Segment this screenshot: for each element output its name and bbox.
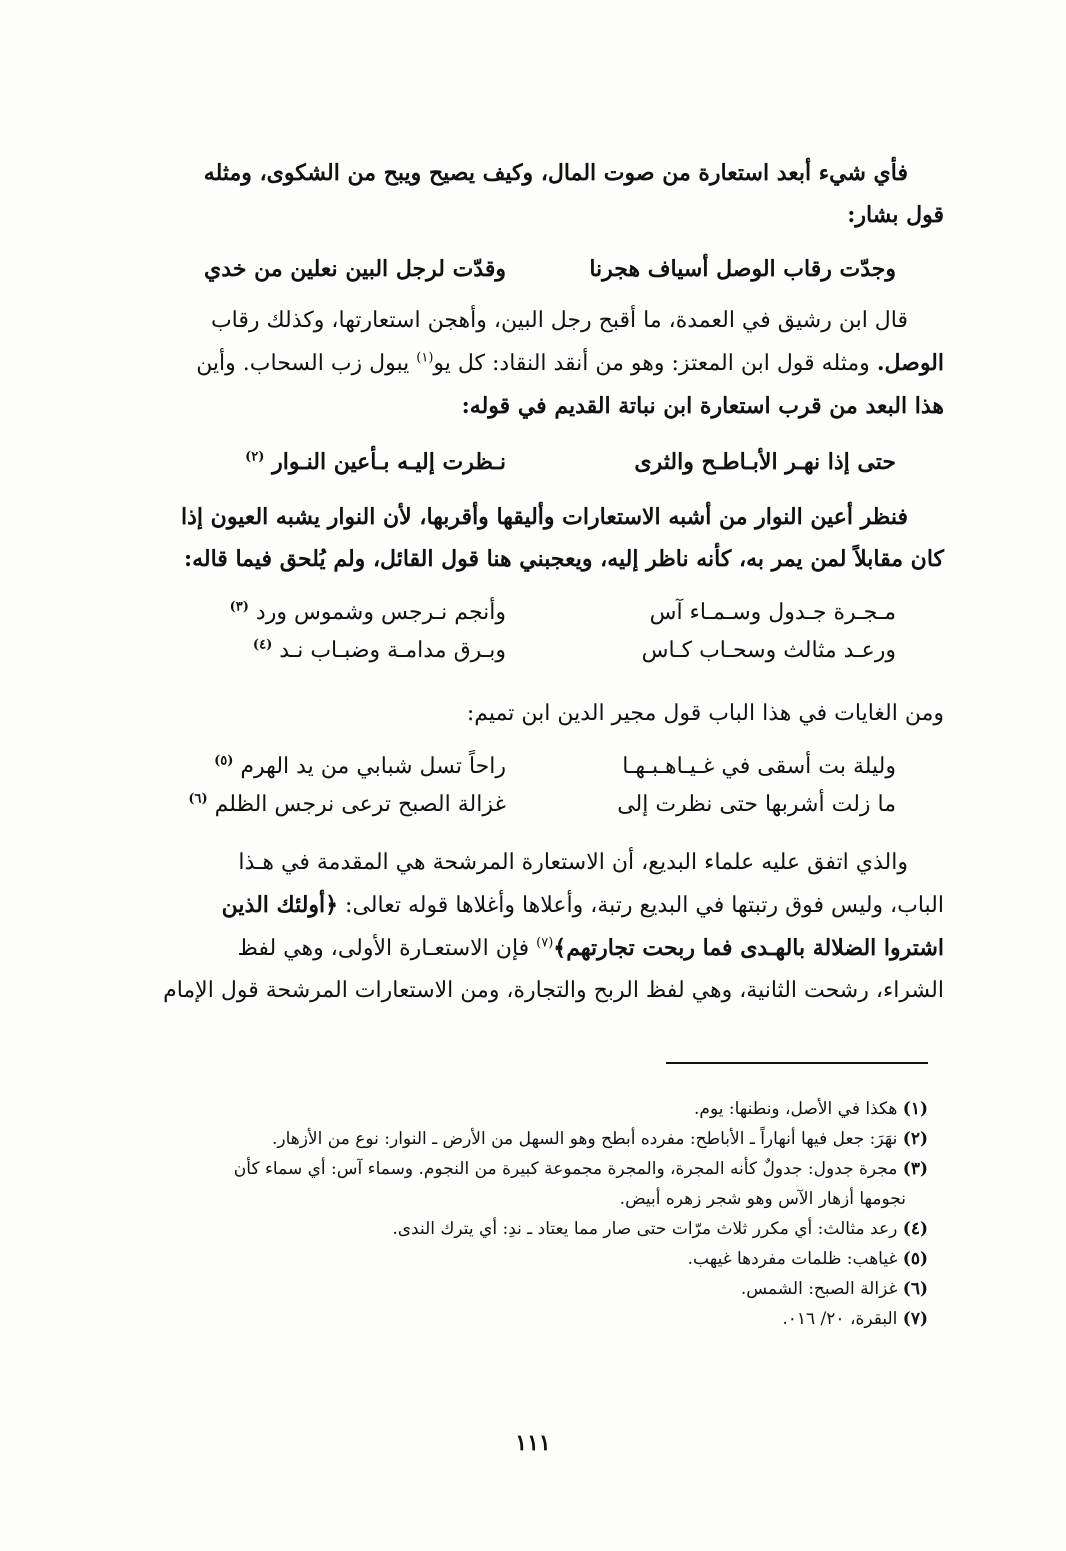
verse-left-hemistich xyxy=(176,594,506,632)
footnote-number: (٣) xyxy=(902,1159,928,1179)
footnote-marker-5: (٥) xyxy=(214,753,234,769)
paragraph-2-line-2 xyxy=(122,342,944,385)
footnote-number: (٧) xyxy=(902,1309,928,1329)
verse-left-hemistich xyxy=(176,786,506,824)
footnote-marker-2: (٢) xyxy=(245,449,265,465)
footnote-4 xyxy=(138,1214,928,1244)
verse-line xyxy=(176,786,896,824)
paragraph-1 xyxy=(122,152,944,236)
paragraph-5 xyxy=(122,842,944,1012)
quran-quote-start: ﴿أولئك الذين xyxy=(221,892,339,918)
footnote-text: نهَرَ: جعل فيها أنهاراً ـ الأباطح: مفرده أبطح وهو السهل من الأرض ـ النوار: نوع من الأزهار. xyxy=(271,1129,903,1149)
footnote-text: غياهب: ظلمات مفردها غيهب. xyxy=(687,1249,903,1269)
paragraph-2-text-cont: يبول زب السحاب. وأين xyxy=(196,351,417,376)
footnote-number: (٥) xyxy=(902,1249,928,1269)
paragraph-2-text: ومثله قول ابن المعتز: وهو من أنقد النقاد: كل يو xyxy=(433,351,877,376)
verse-block-3 xyxy=(176,594,896,670)
verse-left-hemistich xyxy=(176,443,506,481)
bold-term: الوصل. xyxy=(876,350,944,376)
verse-left-text: غزالة الصبح ترعى نرجس الظلم xyxy=(214,792,506,817)
footnote-3-continuation: نجومها أزهار الآس وهو شجر زهره أبيض. xyxy=(619,1189,906,1209)
verse-left-text: وبـرق مدامـة وضبـاب نـد xyxy=(279,638,506,663)
paragraph-2-line-3: هذا البعد من قرب استعارة ابن نباتة القديم في قوله: xyxy=(461,393,944,419)
footnotes xyxy=(138,1094,928,1334)
footnote-6 xyxy=(138,1274,928,1304)
verse-right-hemistich: وجدّت رقاب الوصل أسياف هجرنا xyxy=(589,256,896,282)
verse-right-hemistich: ما زلت أشربها حتى نظرت إلى xyxy=(617,792,896,817)
footnote-marker-6: (٦) xyxy=(188,791,208,807)
verse-left-text: نـظرت إليـه بـأعين النـوار xyxy=(272,449,506,475)
verse-line xyxy=(176,594,896,632)
paragraph-4 xyxy=(122,693,944,735)
paragraph-5-text-cont: فإن الاستعـارة الأولى، وهي لفظ xyxy=(237,936,537,961)
footnote-number: (٢) xyxy=(902,1129,928,1149)
verse-right-hemistich: حتى إذا نهـر الأبـاطـح والثرى xyxy=(634,449,896,475)
verse-block-1 xyxy=(176,250,896,288)
footnote-text: البقرة، ٢٠/ ٠١٦. xyxy=(782,1309,903,1329)
footnote-number: (٦) xyxy=(902,1279,928,1299)
paragraph-3-line-2: كان مقابلاً لمن يمر به، كأنه ناظر إليه، ويعجبني هنا قول القائل، ولم يُلحق فيما قاله: xyxy=(183,546,944,572)
paragraph-5-line-3 xyxy=(122,927,944,970)
footnote-1 xyxy=(138,1094,928,1124)
footnote-3 xyxy=(138,1154,928,1184)
footnote-2 xyxy=(138,1124,928,1154)
paragraph-5-text: الباب، وليس فوق رتبتها في البديع رتبة، وأعلاها وأغلاها قوله تعالى: xyxy=(338,893,944,918)
paragraph-3-line-1: فنظر أعين النوار من أشبه الاستعارات وأليقها وأقربها، لأن النوار يشبه العيون إذا xyxy=(181,504,908,530)
footnote-marker-3: (٣) xyxy=(229,599,249,615)
verse-block-2 xyxy=(176,443,896,481)
footnote-number: (١) xyxy=(902,1099,928,1119)
paragraph-3 xyxy=(122,496,944,580)
paragraph-1-line-1: فأي شيء أبعد استعارة من صوت المال، وكيف يصيح ويبح من الشكوى، ومثله xyxy=(203,160,908,186)
footnote-text: مجرة جدول: جدولٌ كأنه المجرة، والمجرة مجموعة كبيرة من النجوم. وسماء آس: أي سماء كأن xyxy=(233,1159,903,1179)
footnote-marker-1: (١) xyxy=(416,350,434,366)
paragraph-5-line-2 xyxy=(122,884,944,927)
footnote-marker-7: (٧) xyxy=(536,935,554,951)
verse-line xyxy=(176,443,896,481)
footnote-text: هكذا في الأصل، ونطنها: يوم. xyxy=(694,1099,903,1119)
footnote-5 xyxy=(138,1244,928,1274)
verse-right-hemistich: ورعـد مثالث وسحـاب كـاس xyxy=(641,638,896,663)
footnote-text: غزالة الصبح: الشمس. xyxy=(740,1279,903,1299)
page-number: ١١١ xyxy=(515,1430,551,1456)
verse-left-hemistich xyxy=(176,632,506,670)
paragraph-2 xyxy=(122,300,944,427)
verse-right-hemistich: وليلة بت أسقى في غـيـاهـبـهـا xyxy=(622,754,896,779)
verse-block-4 xyxy=(176,748,896,824)
verse-line xyxy=(176,748,896,786)
quran-quote-end: اشتروا الضلالة بالهـدى فما ربحت تجارتهم﴾ xyxy=(553,935,944,961)
paragraph-5-line-1: والذي اتفق عليه علماء البديع، أن الاستعارة المرشحة هي المقدمة في هـذا xyxy=(238,850,908,875)
footnote-7 xyxy=(138,1304,928,1334)
verse-left-text: وأنجم نـرجس وشموس ورد xyxy=(255,600,506,625)
verse-line xyxy=(176,250,896,288)
verse-left-text: راحاً تسل شبابي من يد الهرم xyxy=(240,754,506,779)
verse-left-hemistich xyxy=(176,748,506,786)
verse-left-hemistich: وقدّت لرجل البين نعلين من خدي xyxy=(204,256,506,282)
paragraph-5-line-4: الشراء، رشحت الثانية، وهي لفظ الربح والتجارة، ومن الاستعارات المرشحة قول الإمام xyxy=(163,978,944,1003)
footnote-marker-4: (٤) xyxy=(252,637,273,653)
paragraph-4-line-1: ومن الغايات في هذا الباب قول مجير الدين ابن تميم: xyxy=(466,701,944,726)
footnote-separator xyxy=(666,1062,928,1064)
paragraph-2-line-1: قال ابن رشيق في العمدة، ما أقبح رجل البين، وأهجن استعارتها، وكذلك رقاب xyxy=(210,308,908,333)
footnote-number: (٤) xyxy=(902,1219,928,1239)
verse-right-hemistich: مـجـرة جـدول وسـمـاء آس xyxy=(649,600,896,625)
verse-line xyxy=(176,632,896,670)
paragraph-1-line-2: قول بشار: xyxy=(847,202,944,228)
footnote-text: رعد مثالث: أي مكرر ثلاث مرّات حتى صار مما يعتاد ـ ندِ: أي يترك الندى. xyxy=(392,1219,903,1239)
